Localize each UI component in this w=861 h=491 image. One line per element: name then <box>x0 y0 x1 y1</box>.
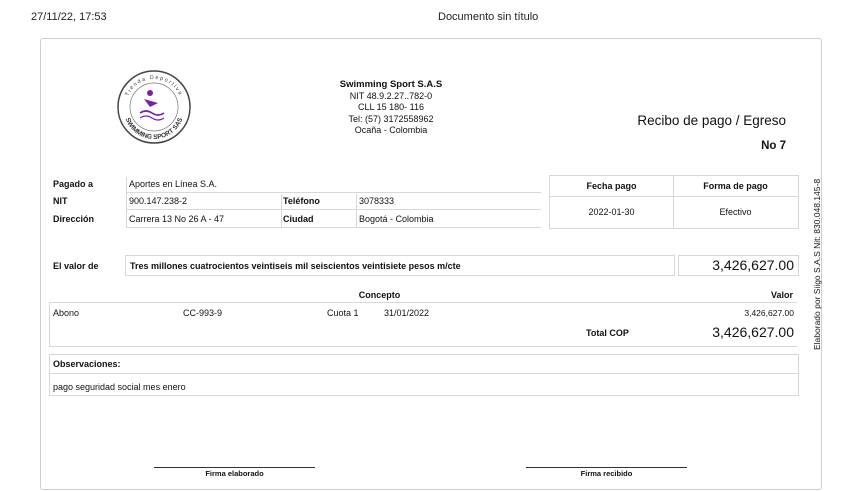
signature-made-label: Firma elaborado <box>205 469 264 478</box>
total-label: Total COP <box>586 328 629 338</box>
city-value: Bogotá - Colombia <box>359 214 434 224</box>
print-datetime: 27/11/22, 17:53 <box>31 11 107 23</box>
row-type: Abono <box>53 308 80 318</box>
value-header: Valor <box>770 290 793 300</box>
paid-to-value: Aportes en Línea S.A. <box>129 179 218 189</box>
nit-label: NIT <box>53 196 68 206</box>
concept-header: Concepto <box>358 290 401 300</box>
row-value: 3,426,627.00 <box>744 308 794 318</box>
amount-words: Tres millones cuatrocientos veintiseis mil seiscientos veintisiete pesos m/cte <box>130 261 461 271</box>
city-label: Ciudad <box>283 214 314 224</box>
address-value: Carrera 13 No 26 A - 47 <box>129 214 225 224</box>
total-value: 3,426,627.00 <box>712 324 794 340</box>
nit-value: 900.147.238-2 <box>129 196 188 206</box>
receipt-title: Recibo de pago / Egreso <box>637 113 786 128</box>
row-detail: Cuota 1 <box>327 308 359 318</box>
observations-text: pago seguridad social mes enero <box>53 382 186 392</box>
signature-received-label: Firma recibido <box>580 469 633 478</box>
amount-label: El valor de <box>53 261 99 271</box>
row-date: 31/01/2022 <box>384 308 430 318</box>
phone-label: Teléfono <box>283 196 320 206</box>
company-nit: NIT 48.9.2.27..782-0 <box>349 90 433 101</box>
payment-method-value: Efectivo <box>719 207 752 217</box>
paid-to-label: Pagado a <box>53 179 94 189</box>
row-ref: CC-993-9 <box>183 308 223 318</box>
company-city: Ocaña - Colombia <box>354 125 428 135</box>
svg-text:Tienda Deportiva: Tienda Deportiva <box>124 74 184 98</box>
payment-date-value: 2022-01-30 <box>588 207 635 217</box>
receipt-number: No 7 <box>761 140 786 152</box>
company-address: CLL 15 180- 116 <box>357 102 425 112</box>
document-title: Documento sin título <box>438 11 539 23</box>
payment-date-label: Fecha pago <box>586 181 637 191</box>
address-label: Dirección <box>53 214 95 224</box>
payment-method-label: Forma de pago <box>703 181 768 191</box>
company-info <box>311 79 471 137</box>
vertical-note-text: Elaborado por Siigo S.A.S Nit: 830.048.145-8 <box>812 178 822 350</box>
observations-label: Observaciones: <box>53 359 121 369</box>
svg-text:SWIMMING SPORT SAS: SWIMMING SPORT SAS <box>123 116 185 142</box>
receipt-card <box>40 38 822 490</box>
amount-value: 3,426,627.00 <box>712 257 794 273</box>
company-logo <box>116 69 192 145</box>
company-phone: Tel: (57) 3172558962 <box>348 113 434 124</box>
company-name: Swimming Sport S.A.S <box>339 79 443 90</box>
phone-value: 3078333 <box>359 196 395 206</box>
